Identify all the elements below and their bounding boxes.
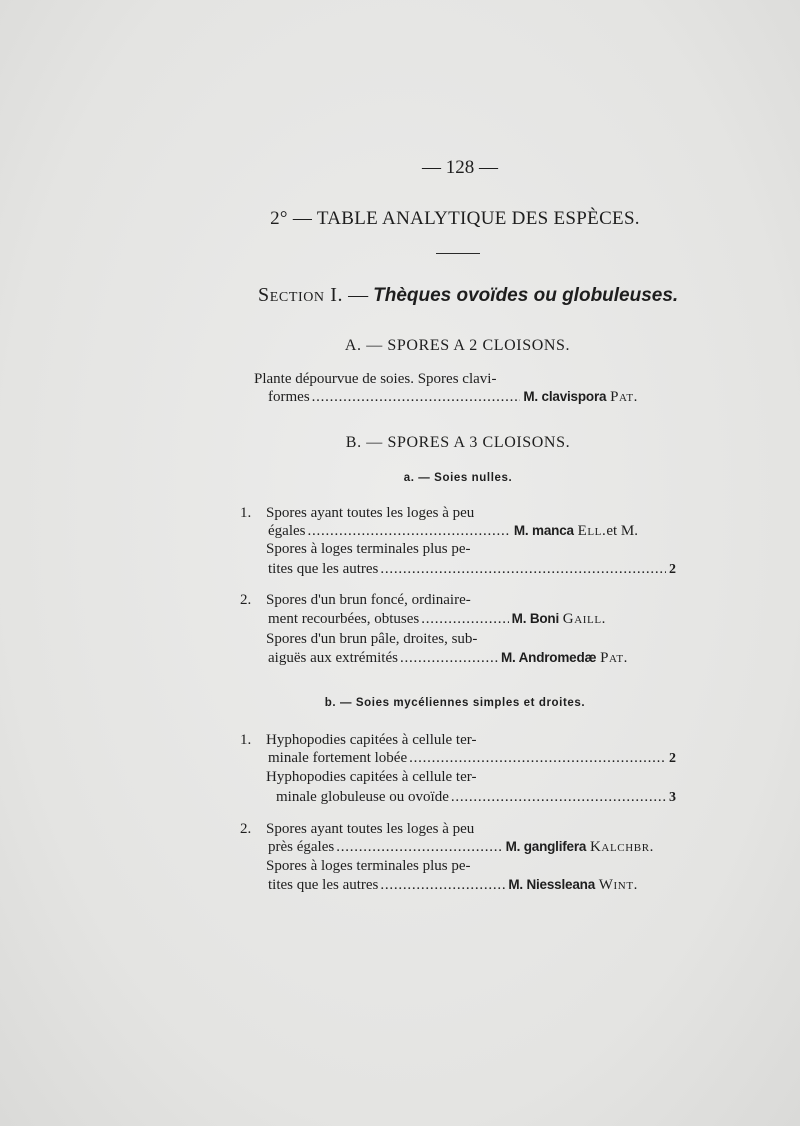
entry-b1-line-4 [276,788,676,807]
entry-text: minale fortement lobée [268,750,408,766]
dot-leader [312,388,521,406]
species-name: M. Niessleana [508,877,596,892]
entry-text: tites que les autres [268,877,379,893]
entry-text: égales [268,523,306,539]
entry-b2-line-3 [266,857,471,875]
entry-a1-line-2 [268,522,638,540]
reference-number: 2 [669,751,676,766]
dot-leader [421,610,508,628]
dot-leader [307,522,510,540]
entry-b1-line-2 [268,749,676,768]
entry-a2-line-3 [266,630,477,648]
entry-text: Spores ayant toutes les loges à peu [266,505,475,521]
entry-text: près égales [268,839,335,855]
entry-number: 2. [240,592,252,608]
dot-leader [380,560,666,578]
entry-text: Spores à loges terminales plus pe- [266,858,471,874]
group-a-heading: A. — SPORES A 2 CLOISONS. [344,337,571,354]
entry-a1-line-4 [268,560,676,579]
entry-a2-line-1 [240,591,471,609]
section-label: Section I. [258,284,344,306]
reference-number: 3 [669,790,676,805]
entry-text: Spores ayant toutes les loges à peu [266,821,475,837]
dot-leader [380,876,505,894]
entry-a2-line-2 [268,610,606,628]
species-author: Ell. [577,523,607,539]
entry-text: Spores d'un brun pâle, droites, sub- [266,631,478,647]
section-heading [258,284,678,307]
group-b-heading: B. — SPORES A 3 CLOISONS. [345,434,571,451]
group-a-line-1-text: Plante dépourvue de soies. Spores clavi- [254,371,497,387]
species-author: Pat. [600,650,628,666]
species-name: M. clavispora [523,389,607,404]
entry-text: minale globuleuse ou ovoïde [276,789,449,805]
dot-leader [336,838,502,856]
entry-text: Spores à loges terminales plus pe- [266,541,471,557]
entry-number: 1. [240,732,252,748]
species-name: M. Boni [511,611,560,626]
entry-text: Hyphopodies capitées à cellule ter- [266,732,477,748]
reference-number: 2 [669,562,676,577]
group-a-line-1 [254,370,496,388]
species-name: M. Andromedæ [500,650,597,665]
species-name: M. ganglifera [505,839,587,854]
entry-a2-line-4 [268,649,628,667]
group-a-line-2 [268,388,638,406]
species-author: Pat. [610,389,638,405]
entry-number: 2. [240,821,252,837]
dot-leader [451,788,666,806]
entry-b1-line-1 [240,731,476,749]
entry-b2-line-1 [240,820,474,838]
species-author: Kalchbr. [589,839,654,855]
dot-leader [400,649,498,667]
entry-text: tites que les autres [268,561,379,577]
entry-a1-line-1 [240,504,474,522]
title-rule [436,253,480,254]
table-title: 2° — TABLE ANALYTIQUE DES ESPÈCES. [270,208,640,229]
entry-number: 1. [240,505,252,521]
entry-text: et M. [606,523,638,539]
entry-text: Hyphopodies capitées à cellule ter- [266,769,477,785]
species-author: Wint. [598,877,638,893]
entry-text: ment recourbées, obtuses [268,611,420,627]
section-title: Thèques ovoïdes ou globuleuses. [373,285,679,306]
entry-text: aiguës aux extrémités [268,650,398,666]
entry-b2-line-2 [268,838,654,856]
subgroup-b-heading: b. — Soies mycéliennes simples et droites. [324,697,586,709]
entry-b1-line-3 [266,768,476,786]
entry-b2-line-4 [268,876,638,894]
species-name: M. manca [513,523,574,538]
species-author: Gaill. [562,611,606,627]
dot-leader [409,749,666,767]
entry-text: Spores d'un brun foncé, ordinaire- [266,592,471,608]
section-dash: — [343,284,374,306]
page-number: — 128 — [422,157,498,178]
group-a-line-2-text: formes [268,389,310,405]
subgroup-a-heading: a. — Soies nulles. [403,472,513,484]
entry-a1-line-3 [266,540,471,558]
